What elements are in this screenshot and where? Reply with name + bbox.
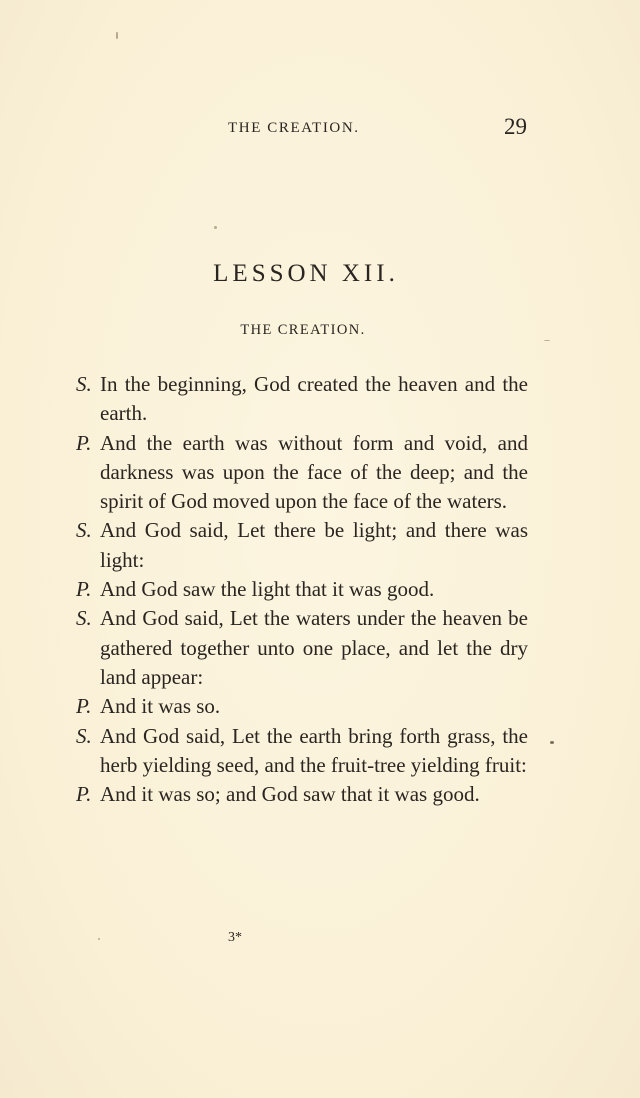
lesson-subtitle: THE CREATION. (240, 322, 366, 338)
dialogue-text: In the beginning, God created the heaven and the earth. (100, 372, 528, 426)
dialogue-list (76, 370, 528, 809)
dialogue-text: And God said, Let the waters under the heaven be gathered together unto one place, and let the dry land appear: (100, 606, 528, 689)
paper-speck (214, 226, 217, 229)
dialogue-line (76, 722, 528, 781)
paper-speck (98, 938, 100, 940)
signature-mark: 3* (228, 930, 242, 945)
speaker-label: P. (76, 577, 92, 602)
dialogue-text: And God said, Let the earth bring forth grass, the herb yielding seed, and the fruit-tree yielding fruit: (100, 723, 528, 777)
dialogue-line (76, 429, 528, 517)
speaker-label: S. (76, 372, 92, 396)
dialogue-line (76, 516, 528, 575)
speaker-label: S. (76, 518, 92, 543)
paper-speck (116, 32, 118, 39)
page-number: 29 (504, 114, 527, 139)
dialogue-text: And God said, Let there be light; and there was light: (100, 518, 528, 572)
dialogue-line (76, 780, 528, 809)
running-head (0, 114, 640, 144)
running-head-title: THE CREATION. (228, 120, 360, 136)
paper-speck (544, 340, 550, 341)
dialogue-text: And it was so; and God saw that it was good. (100, 782, 480, 807)
speaker-label: P. (76, 694, 92, 719)
dialogue-line (76, 575, 528, 604)
dialogue-line (76, 692, 528, 721)
dialogue-line (76, 370, 528, 429)
paper-speck (550, 741, 554, 744)
dialogue-line (76, 604, 528, 692)
speaker-label: P. (76, 430, 92, 455)
dialogue-text: And God saw the light that it was good. (100, 577, 435, 602)
speaker-label: S. (76, 606, 92, 631)
speaker-label: P. (76, 782, 92, 807)
dialogue-text: And it was so. (100, 694, 221, 719)
lesson-title: LESSON XII. (213, 260, 399, 287)
dialogue-text: And the earth was without form and void, and darkness was upon the face of the deep; and the spirit of God moved upon the face of the waters. (100, 430, 528, 514)
speaker-label: S. (76, 723, 92, 748)
